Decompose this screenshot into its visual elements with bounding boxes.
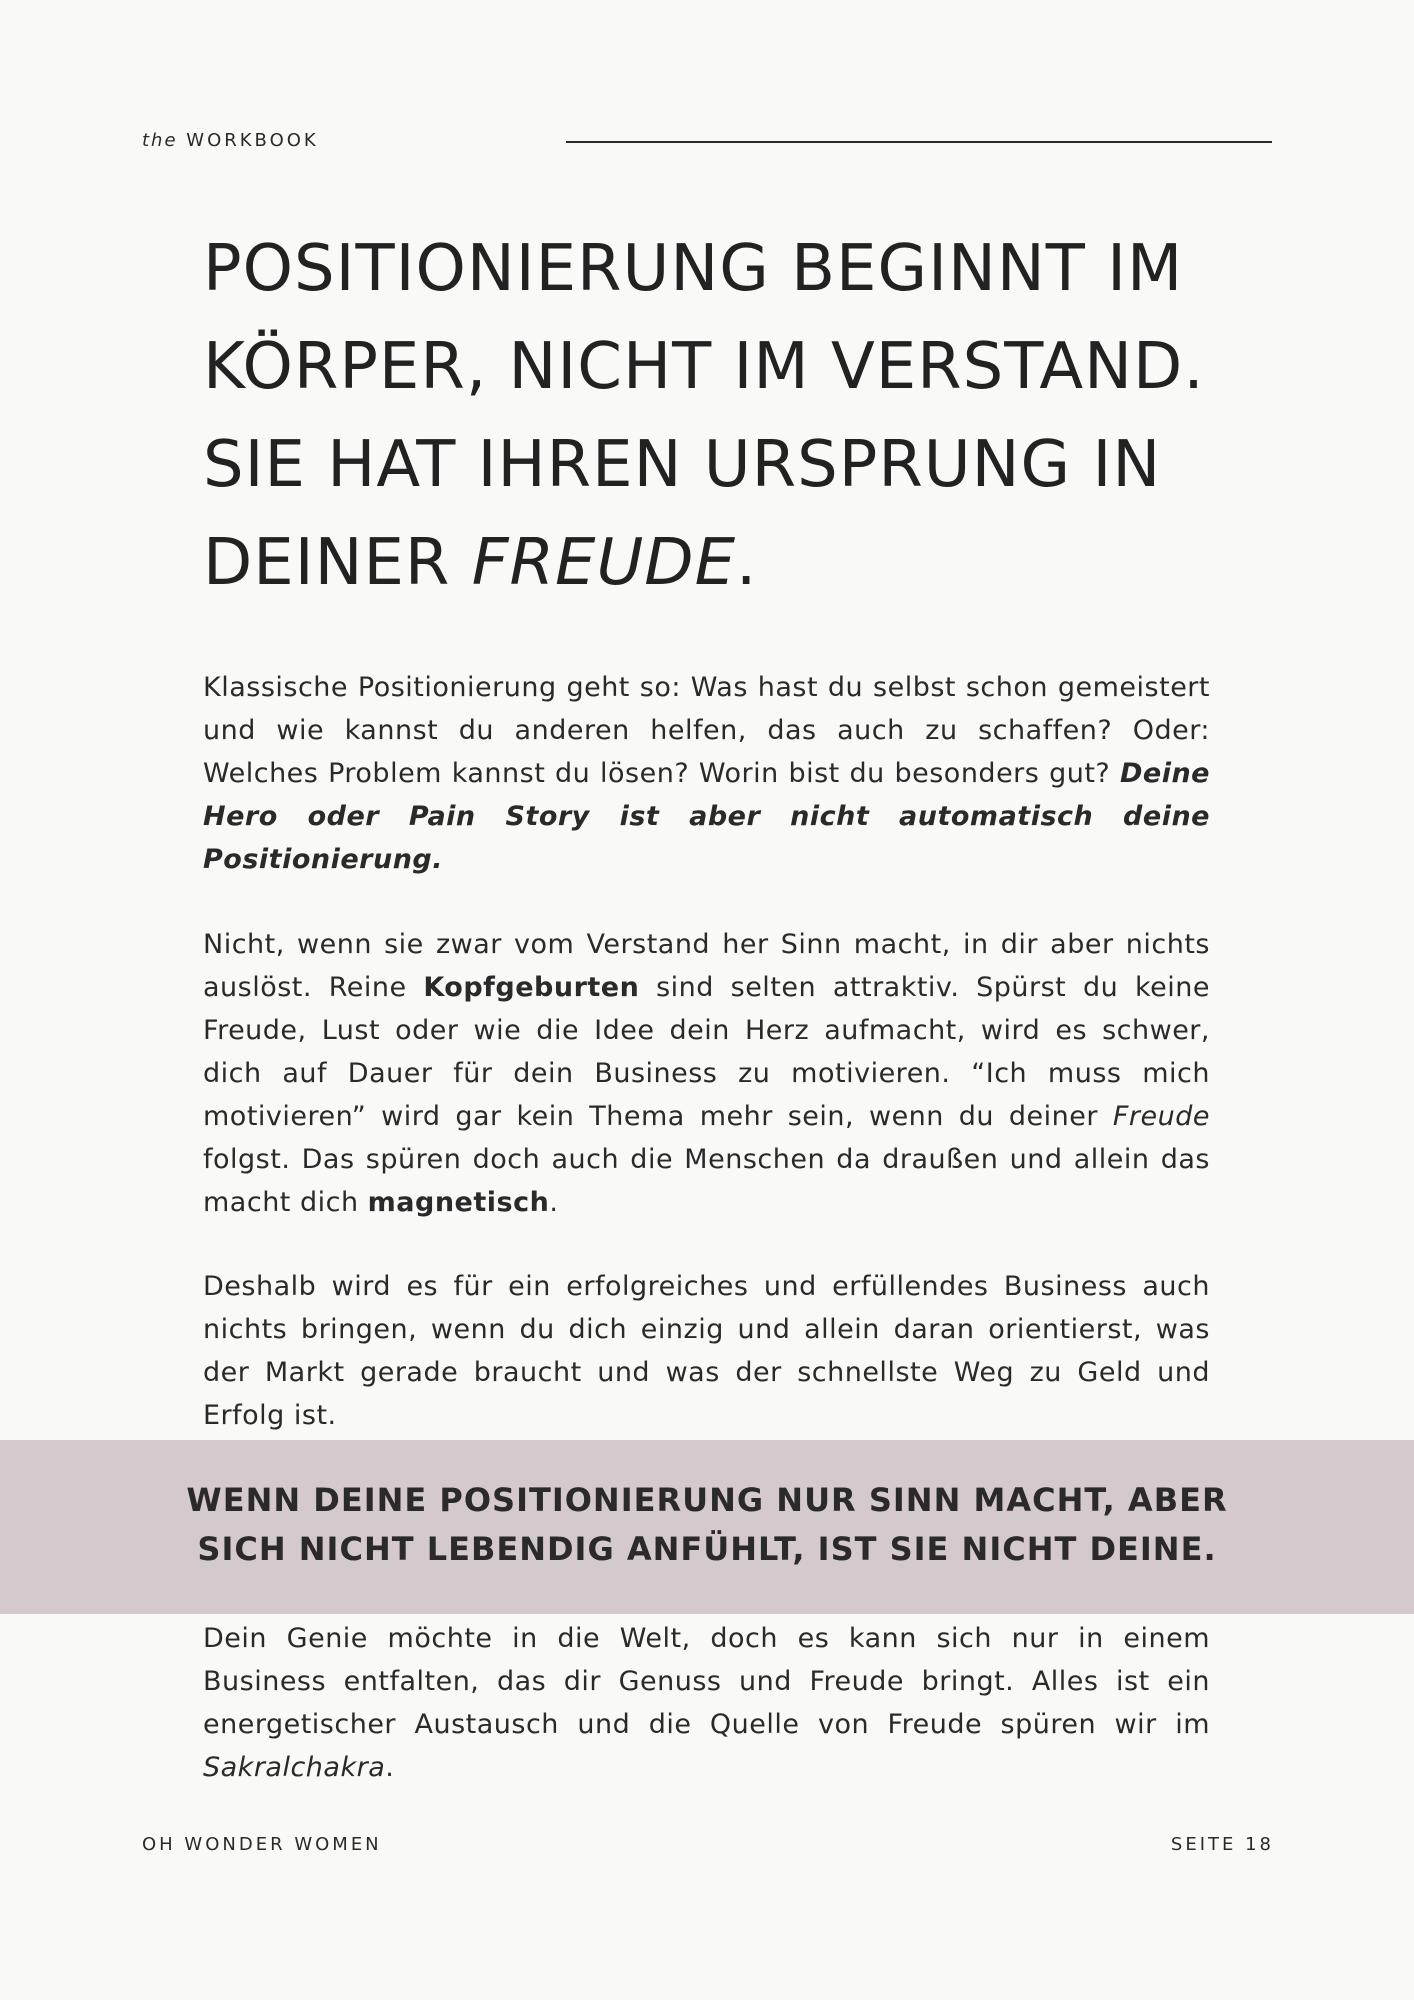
headline-line-2: KÖRPER, NICHT IM VERSTAND.: [203, 330, 1205, 404]
header-rule: [566, 141, 1272, 143]
page-headline: [203, 220, 1253, 612]
headline-line-1: POSITIONIERUNG BEGINNT IM: [203, 232, 1184, 306]
paragraph-1-emphasis: Deine Hero oder Pain Story ist aber nicht automatisch deine Positionierung.: [203, 758, 1210, 875]
callout-line-1: WENN DEINE POSITIONIERUNG NUR SINN MACHT, ABER: [186, 1481, 1228, 1519]
paragraph-2-part-3: folgst. Das spüren doch auch die Menschen da draußen und allein das macht dich: [203, 1144, 1210, 1218]
paragraph-3: [203, 1265, 1210, 1437]
paragraph-2-part-2: sind selten attraktiv. Spürst du keine Freude, Lust oder wie die Idee dein Herz aufmacht, wird es schwer, dich auf Dauer für dein Business zu motivieren. “Ich muss mich motivieren” wird gar kein Thema mehr sein, wenn du deiner: [203, 972, 1210, 1132]
footer-page-number: SEITE 18: [1170, 1834, 1274, 1855]
callout-band: [0, 1440, 1414, 1614]
paragraph-4: [203, 1617, 1210, 1789]
paragraph-2: [203, 923, 1210, 1224]
workbook-label: [142, 130, 319, 151]
headline-line-4-emphasis: FREUDE: [471, 526, 736, 600]
headline-line-4-prefix: DEINER: [203, 526, 472, 600]
paragraph-1-text: Klassische Positionierung geht so: Was hast du selbst schon gemeistert und wie kannst du anderen helfen, das auch zu schaffen? Oder: Welches Problem kannst du lösen? Worin bist du besonders gut?: [203, 672, 1210, 789]
paragraph-4-italic-1: Sakralchakra: [203, 1752, 386, 1783]
paragraph-2-bold-1: Kopfgeburten: [423, 972, 640, 1003]
callout-text: [120, 1476, 1294, 1574]
paragraph-2-part-1: Nicht, wenn sie zwar vom Verstand her Sinn macht, in dir aber nichts auslöst. Reine: [203, 929, 1210, 1003]
workbook-label-text: WORKBOOK: [186, 130, 319, 151]
workbook-label-the: the: [142, 130, 178, 151]
headline-line-3: SIE HAT IHREN URSPRUNG IN: [203, 428, 1162, 502]
headline-line-4-suffix: .: [736, 526, 758, 600]
paragraph-4-suffix: .: [385, 1752, 395, 1783]
paragraph-2-bold-2: magnetisch: [367, 1187, 550, 1218]
paragraph-3-text: Deshalb wird es für ein erfolgreiches und erfüllendes Business auch nichts bringen, wenn du dich einzig und allein daran orientierst, was der Markt gerade braucht und was der schnellste Weg zu Geld und Erfolg ist.: [203, 1271, 1210, 1431]
paragraph-4-text: Dein Genie möchte in die Welt, doch es kann sich nur in einem Business entfalten, das dir Genuss und Freude bringt. Alles ist ein energetischer Austausch und die Quelle von Freude spüren wir im: [203, 1623, 1210, 1740]
paragraph-1: [203, 666, 1210, 881]
footer-brand: OH WONDER WOMEN: [142, 1834, 382, 1855]
callout-line-2: SICH NICHT LEBENDIG ANFÜHLT, IST SIE NICHT DEINE.: [197, 1530, 1217, 1568]
paragraph-2-part-4: .: [549, 1187, 559, 1218]
paragraph-2-italic-1: Freude: [1112, 1101, 1210, 1132]
